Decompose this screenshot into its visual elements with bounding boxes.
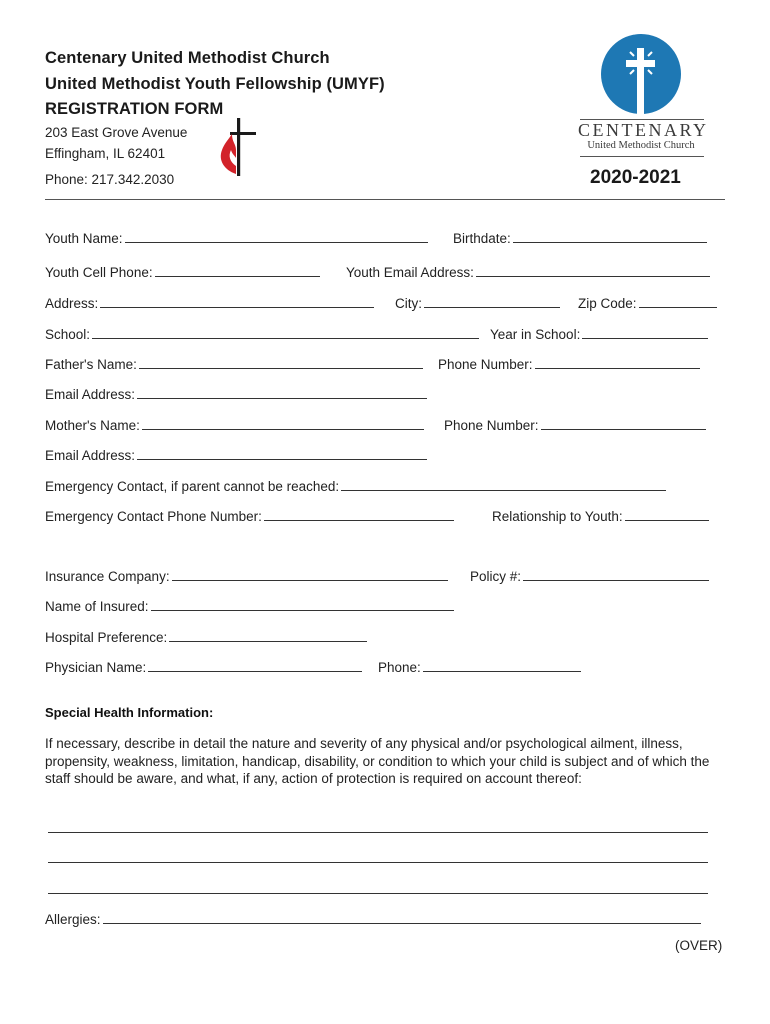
row-mother — [45, 416, 735, 434]
mother-phone-blank[interactable] — [541, 416, 706, 430]
school-label: School: — [45, 327, 91, 342]
address-label: Address: — [45, 296, 99, 311]
physician-name-blank[interactable] — [148, 658, 362, 672]
physician-name-field[interactable] — [45, 658, 362, 675]
father-phone-blank[interactable] — [535, 355, 700, 369]
row-youth-contact — [45, 263, 735, 281]
row-insured — [45, 597, 735, 615]
health-instructions: If necessary, describe in detail the nature and severity of any physical and/or psychological ailment, illness, propensity, weakness, limitation, handicap, disability, or condition to which your child is subject and of which the staff should be aware, and what, if any, action of protection is required on account thereof: — [45, 736, 710, 786]
city-field[interactable] — [395, 294, 560, 311]
mothers-name-label: Mother's Name: — [45, 418, 140, 433]
school-blank[interactable] — [92, 325, 479, 339]
youth-cell-label: Youth Cell Phone: — [45, 265, 153, 280]
row-father-email — [45, 385, 735, 403]
logo-subtitle: United Methodist Church — [587, 140, 695, 151]
year-in-school-field[interactable] — [490, 325, 708, 342]
row-father — [45, 355, 735, 373]
name-of-insured-blank[interactable] — [151, 597, 454, 611]
name-of-insured-field[interactable] — [45, 597, 454, 614]
row-youth-name — [45, 229, 735, 247]
youth-email-field[interactable] — [346, 263, 710, 280]
youth-cell-field[interactable] — [45, 263, 320, 280]
form-title: REGISTRATION FORM — [45, 100, 224, 118]
physician-phone-blank[interactable] — [423, 658, 581, 672]
mothers-name-field[interactable] — [45, 416, 424, 433]
emergency-contact-label: Emergency Contact, if parent cannot be reached: — [45, 479, 340, 494]
policy-blank[interactable] — [523, 567, 709, 581]
year-in-school-label: Year in School: — [490, 327, 581, 342]
church-phone: Phone: 217.342.2030 — [45, 172, 175, 187]
father-phone-label: Phone Number: — [438, 357, 533, 372]
row-school — [45, 325, 735, 343]
church-city-state: Effingham, IL 62401 — [45, 146, 166, 161]
health-answer-line[interactable] — [48, 893, 708, 894]
health-heading: Special Health Information: — [45, 705, 214, 720]
fathers-name-field[interactable] — [45, 355, 423, 372]
city-blank[interactable] — [424, 294, 560, 308]
zip-blank[interactable] — [639, 294, 717, 308]
row-emergency-phone — [45, 507, 735, 525]
row-physician — [45, 658, 735, 676]
hospital-preference-label: Hospital Preference: — [45, 630, 168, 645]
mother-email-field[interactable] — [45, 446, 427, 463]
program-year: 2020-2021 — [590, 167, 681, 188]
zip-label: Zip Code: — [578, 296, 637, 311]
hospital-preference-blank[interactable] — [169, 628, 367, 642]
cross-and-flame-icon — [218, 116, 260, 178]
youth-name-blank[interactable] — [125, 229, 428, 243]
mothers-name-blank[interactable] — [142, 416, 424, 430]
insurance-company-blank[interactable] — [172, 567, 448, 581]
row-emergency-contact — [45, 477, 735, 495]
birthdate-blank[interactable] — [513, 229, 707, 243]
emergency-phone-field[interactable] — [45, 507, 454, 524]
over-note: (OVER) — [675, 938, 723, 953]
church-name: Centenary United Methodist Church — [45, 49, 330, 67]
father-email-blank[interactable] — [137, 385, 427, 399]
city-label: City: — [395, 296, 422, 311]
row-insurance — [45, 567, 735, 585]
relationship-blank[interactable] — [625, 507, 709, 521]
father-phone-field[interactable] — [438, 355, 700, 372]
mother-phone-field[interactable] — [444, 416, 706, 433]
policy-label: Policy #: — [470, 569, 522, 584]
hospital-preference-field[interactable] — [45, 628, 367, 645]
address-field[interactable] — [45, 294, 374, 311]
logo-rule-bottom — [580, 156, 704, 157]
row-address — [45, 294, 735, 312]
physician-name-label: Physician Name: — [45, 660, 147, 675]
relationship-label: Relationship to Youth: — [492, 509, 623, 524]
emergency-contact-blank[interactable] — [341, 477, 666, 491]
youth-email-blank[interactable] — [476, 263, 710, 277]
health-answer-line[interactable] — [48, 862, 708, 863]
birthdate-label: Birthdate: — [453, 231, 511, 246]
name-of-insured-label: Name of Insured: — [45, 599, 149, 614]
allergies-field[interactable] — [45, 910, 701, 927]
emergency-phone-blank[interactable] — [264, 507, 454, 521]
youth-cell-blank[interactable] — [155, 263, 320, 277]
birthdate-field[interactable] — [453, 229, 707, 246]
father-email-label: Email Address: — [45, 387, 136, 402]
allergies-blank[interactable] — [103, 910, 701, 924]
mother-email-label: Email Address: — [45, 448, 136, 463]
mother-phone-label: Phone Number: — [444, 418, 539, 433]
mother-email-blank[interactable] — [137, 446, 427, 460]
youth-name-label: Youth Name: — [45, 231, 123, 246]
physician-phone-field[interactable] — [378, 658, 581, 675]
policy-field[interactable] — [470, 567, 709, 584]
relationship-field[interactable] — [492, 507, 709, 524]
youth-email-label: Youth Email Address: — [346, 265, 474, 280]
year-in-school-blank[interactable] — [582, 325, 708, 339]
zip-field[interactable] — [578, 294, 717, 311]
header-divider — [45, 199, 725, 200]
row-allergies — [45, 910, 735, 928]
school-field[interactable] — [45, 325, 479, 342]
logo-name: CENTENARY — [578, 120, 709, 140]
group-name: United Methodist Youth Fellowship (UMYF) — [45, 75, 385, 93]
physician-phone-label: Phone: — [378, 660, 421, 675]
fathers-name-blank[interactable] — [139, 355, 423, 369]
health-answer-line[interactable] — [48, 832, 708, 833]
emergency-phone-label: Emergency Contact Phone Number: — [45, 509, 262, 524]
church-street: 203 East Grove Avenue — [45, 125, 188, 140]
row-hospital — [45, 628, 735, 646]
insurance-company-field[interactable] — [45, 567, 448, 584]
father-email-field[interactable] — [45, 385, 427, 402]
emergency-contact-field[interactable] — [45, 477, 666, 494]
allergies-label: Allergies: — [45, 912, 101, 927]
address-blank[interactable] — [100, 294, 374, 308]
youth-name-field[interactable] — [45, 229, 428, 246]
insurance-company-label: Insurance Company: — [45, 569, 170, 584]
fathers-name-label: Father's Name: — [45, 357, 137, 372]
row-mother-email — [45, 446, 735, 464]
